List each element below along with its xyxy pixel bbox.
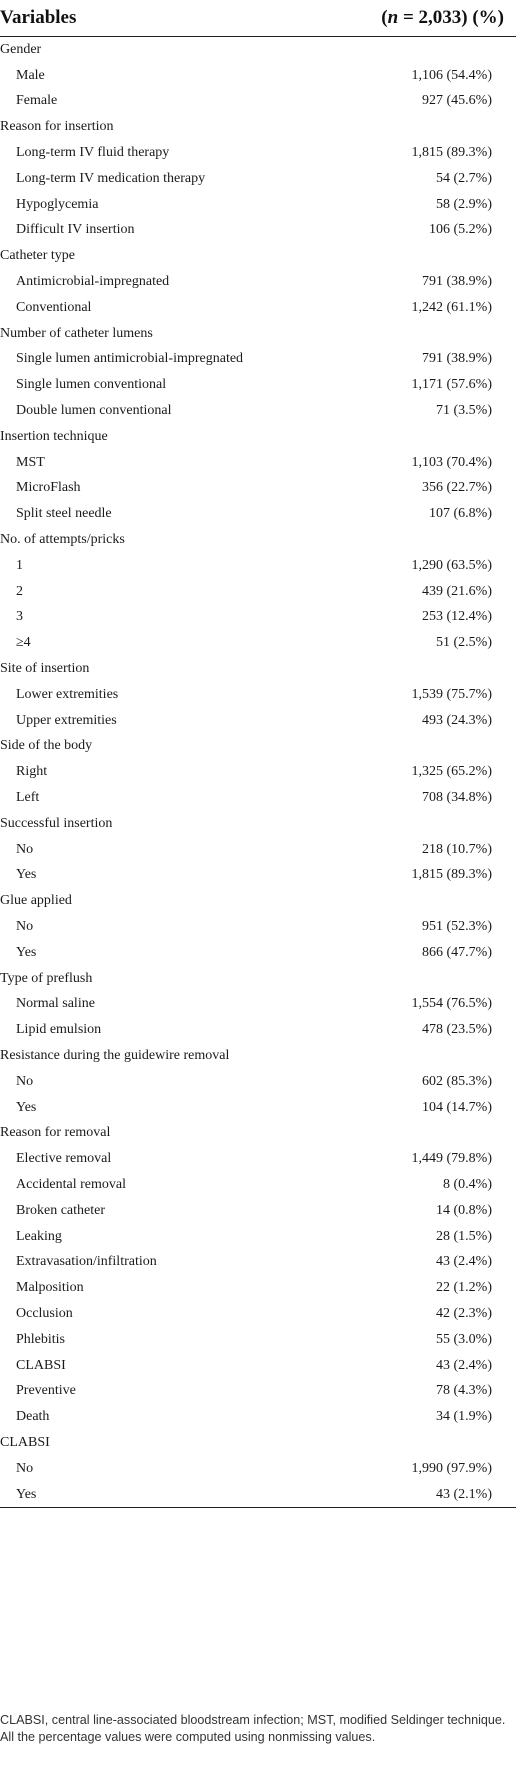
table-footnote — [0, 1712, 516, 1746]
row-value: 1,290 (63.5%) — [411, 557, 492, 573]
row-label: Difficult IV insertion — [16, 222, 135, 238]
row-value: 1,449 (79.8%) — [411, 1151, 492, 1167]
row-value: 1,171 (57.6%) — [411, 377, 492, 393]
category-label: CLABSI — [0, 1434, 50, 1450]
row-value: 51 (2.5%) — [436, 635, 492, 651]
header-variables: Variables — [0, 0, 355, 37]
category-label: Site of insertion — [0, 661, 90, 677]
header-open-paren: ( — [381, 7, 388, 28]
table-row — [0, 991, 516, 1017]
table-row — [0, 630, 516, 656]
row-label: MST — [16, 454, 45, 470]
row-value: 951 (52.3%) — [422, 918, 492, 934]
row-value: 34 (1.9%) — [436, 1409, 492, 1425]
row-label: Normal saline — [16, 996, 95, 1012]
category-label: Number of catheter lumens — [0, 325, 153, 341]
table-row — [0, 1095, 516, 1121]
table-row — [0, 1456, 516, 1482]
row-value: 1,103 (70.4%) — [411, 454, 492, 470]
table-row — [0, 914, 516, 940]
header-n-value: = 2,033) — [398, 7, 468, 28]
table-row — [0, 1404, 516, 1430]
table-row — [0, 192, 516, 218]
row-label: CLABSI — [16, 1357, 66, 1373]
row-label: Female — [16, 93, 58, 109]
row-value: 1,554 (76.5%) — [411, 996, 492, 1012]
row-value: 1,325 (65.2%) — [411, 764, 492, 780]
row-label: Single lumen antimicrobial-impregnated — [16, 351, 244, 367]
row-value: 791 (38.9%) — [422, 351, 492, 367]
row-value: 1,815 (89.3%) — [411, 867, 492, 883]
row-value: 8 (0.4%) — [443, 1176, 492, 1192]
table-category-row — [0, 114, 516, 140]
row-value: 478 (23.5%) — [422, 1022, 492, 1038]
table-category-row — [0, 37, 516, 63]
row-value — [355, 114, 516, 140]
row-label: Lower extremities — [16, 686, 119, 702]
table-row — [0, 1017, 516, 1043]
row-value: 791 (38.9%) — [422, 274, 492, 290]
row-value: 493 (24.3%) — [422, 712, 492, 728]
category-label: Resistance during the guidewire removal — [0, 1047, 230, 1063]
table-category-row — [0, 888, 516, 914]
table-category-row — [0, 1043, 516, 1069]
category-label: Reason for insertion — [0, 119, 114, 135]
category-label: Catheter type — [0, 248, 76, 264]
table-category-row — [0, 1120, 516, 1146]
row-label: Yes — [16, 944, 37, 960]
row-value — [355, 1120, 516, 1146]
row-label: 1 — [16, 557, 23, 573]
table-category-row — [0, 243, 516, 269]
row-value: 1,990 (97.9%) — [411, 1460, 492, 1476]
table-row — [0, 1482, 516, 1508]
row-label: Male — [16, 67, 45, 83]
table-row — [0, 1198, 516, 1224]
row-label: Long-term IV fluid therapy — [16, 145, 170, 161]
row-label: Left — [16, 790, 40, 805]
table-row — [0, 708, 516, 734]
table-category-row — [0, 811, 516, 837]
table-row — [0, 372, 516, 398]
table-row — [0, 476, 516, 502]
table-row — [0, 579, 516, 605]
row-value — [355, 811, 516, 837]
table-row — [0, 1275, 516, 1301]
table-row — [0, 89, 516, 115]
table-row — [0, 398, 516, 424]
table-row — [0, 218, 516, 244]
row-label: Broken catheter — [16, 1202, 106, 1218]
table-category-row — [0, 656, 516, 682]
row-value: 1,539 (75.7%) — [411, 686, 492, 702]
table-row — [0, 837, 516, 863]
row-value — [355, 1430, 516, 1456]
row-value: 28 (1.5%) — [436, 1228, 492, 1244]
row-value: 43 (2.4%) — [436, 1254, 492, 1270]
row-value: 866 (47.7%) — [422, 944, 492, 960]
row-value: 1,242 (61.1%) — [411, 299, 492, 315]
row-value — [355, 424, 516, 450]
table-row — [0, 501, 516, 527]
table-row — [0, 1327, 516, 1353]
table-row — [0, 940, 516, 966]
table-row — [0, 347, 516, 373]
table-row — [0, 295, 516, 321]
table-category-row — [0, 424, 516, 450]
table-row — [0, 1378, 516, 1404]
row-label: Elective removal — [16, 1151, 112, 1167]
row-value: 22 (1.2%) — [436, 1280, 492, 1296]
row-value: 218 (10.7%) — [422, 841, 492, 857]
row-label: Leaking — [16, 1228, 62, 1244]
row-value — [355, 321, 516, 347]
row-value: 104 (14.7%) — [422, 1099, 492, 1115]
row-label: ≥4 — [16, 635, 31, 651]
table-category-row — [0, 966, 516, 992]
row-label: Phlebitis — [16, 1331, 66, 1347]
table-row — [0, 863, 516, 889]
category-label: No. of attempts/pricks — [0, 532, 125, 548]
row-value: 58 (2.9%) — [436, 196, 492, 212]
table-row — [0, 1224, 516, 1250]
row-value: 14 (0.8%) — [436, 1202, 492, 1218]
row-value — [355, 888, 516, 914]
row-label: Conventional — [16, 299, 92, 315]
row-label: Death — [16, 1409, 50, 1425]
row-label: Upper extremities — [16, 712, 117, 728]
header-pct: (%) — [467, 7, 504, 28]
table-row — [0, 1172, 516, 1198]
row-value: 106 (5.2%) — [429, 222, 492, 238]
category-label: Successful insertion — [0, 815, 113, 831]
row-label: Yes — [0, 1482, 355, 1508]
row-value — [355, 37, 516, 63]
row-value — [355, 656, 516, 682]
category-label: Insertion technique — [0, 428, 108, 444]
row-label: No — [16, 918, 34, 934]
table-category-row — [0, 321, 516, 347]
row-label: 3 — [16, 609, 23, 625]
row-value: 927 (45.6%) — [422, 93, 492, 109]
row-value — [355, 527, 516, 553]
row-value: 54 (2.7%) — [436, 170, 492, 186]
row-value: 42 (2.3%) — [436, 1305, 492, 1321]
row-label: Double lumen conventional — [16, 403, 172, 419]
row-label: Right — [16, 764, 48, 780]
row-label: Yes — [16, 867, 37, 883]
table-row — [0, 682, 516, 708]
category-label: Gender — [0, 41, 42, 57]
header-n-symbol: n — [387, 7, 399, 28]
table-row — [0, 605, 516, 631]
table-row — [0, 1146, 516, 1172]
table-row — [0, 759, 516, 785]
row-value: 55 (3.0%) — [436, 1331, 492, 1347]
table-row — [0, 553, 516, 579]
table-row — [0, 785, 516, 811]
row-label: Occlusion — [16, 1305, 73, 1321]
table-row — [0, 63, 516, 89]
row-label: No — [16, 841, 34, 857]
row-value: 71 (3.5%) — [436, 403, 492, 419]
row-label: Antimicrobial-impregnated — [16, 274, 170, 290]
table-row — [0, 269, 516, 295]
table-row — [0, 140, 516, 166]
row-label: Malposition — [16, 1280, 84, 1296]
table-body — [0, 37, 516, 1508]
table-category-row — [0, 527, 516, 553]
row-value: 1,815 (89.3%) — [411, 145, 492, 161]
row-value — [355, 966, 516, 992]
table-header-row — [0, 0, 516, 37]
row-label: Extravasation/infiltration — [16, 1254, 157, 1270]
row-label: Split steel needle — [16, 506, 112, 522]
table-row — [0, 450, 516, 476]
row-label: Hypoglycemia — [16, 196, 99, 212]
table-row — [0, 166, 516, 192]
header-n — [355, 0, 516, 37]
table-category-row — [0, 1430, 516, 1456]
footnote-percentages: All the percentage values were computed using nonmissing values. — [0, 1730, 376, 1744]
row-value: 107 (6.8%) — [429, 506, 492, 522]
table-row — [0, 1249, 516, 1275]
row-label: Single lumen conventional — [16, 377, 167, 393]
row-value: 439 (21.6%) — [422, 583, 492, 599]
row-label: 2 — [16, 583, 23, 599]
row-label: Lipid emulsion — [16, 1022, 102, 1038]
table-row — [0, 1069, 516, 1095]
row-value: 602 (85.3%) — [422, 1073, 492, 1089]
row-label: Accidental removal — [16, 1176, 127, 1192]
row-value — [355, 734, 516, 760]
row-value: 43 (2.4%) — [436, 1357, 492, 1373]
table-row — [0, 1301, 516, 1327]
row-value — [355, 1043, 516, 1069]
row-label: Preventive — [16, 1383, 76, 1399]
category-label: Type of preflush — [0, 970, 93, 986]
category-label: Glue applied — [0, 893, 72, 909]
row-label: MicroFlash — [16, 480, 81, 496]
row-value: 43 (2.1%) — [355, 1482, 516, 1508]
row-value: 1,106 (54.4%) — [411, 67, 492, 83]
table-category-row — [0, 734, 516, 760]
row-label: Yes — [16, 1099, 37, 1115]
table-row — [0, 1353, 516, 1379]
row-label: No — [16, 1460, 34, 1476]
row-label: No — [16, 1073, 34, 1089]
row-value: 708 (34.8%) — [422, 790, 492, 805]
row-label: Long-term IV medication therapy — [16, 170, 206, 186]
category-label: Side of the body — [0, 738, 93, 754]
row-value: 253 (12.4%) — [422, 609, 492, 625]
footnote-abbreviations: CLABSI, central line-associated bloodstream infection; MST, modified Seldinger technique. — [0, 1713, 506, 1727]
row-value — [355, 243, 516, 269]
row-value: 356 (22.7%) — [422, 480, 492, 496]
category-label: Reason for removal — [0, 1125, 111, 1141]
row-value: 78 (4.3%) — [436, 1383, 492, 1399]
